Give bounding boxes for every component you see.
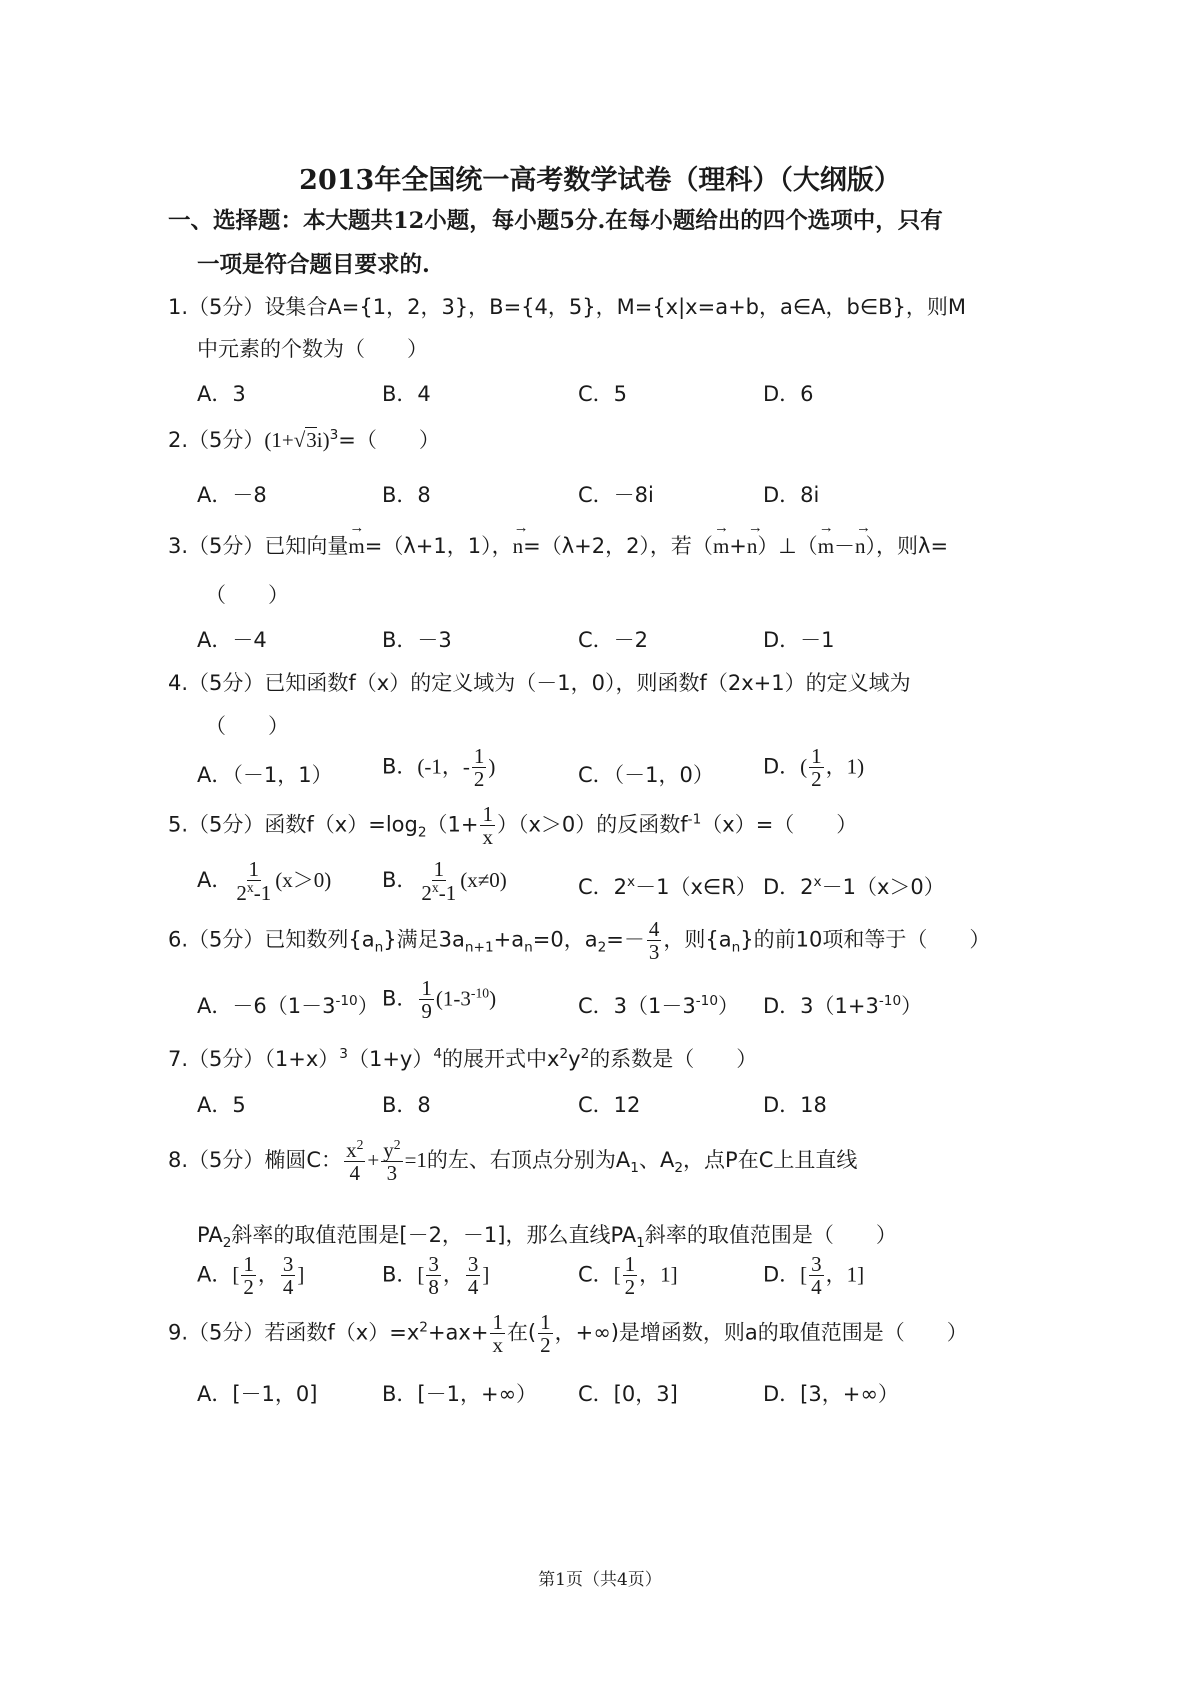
question-7-stem: 7.（5分）$(1+x)^3(1+y)^4$的展开式中$x^2y^2$的系数是（ ）	[168, 1046, 758, 1071]
question-1-line1: 1.（5分）设集合A={1，2，3}，B={4，5}，M={x|x=a+b，a∈A，b∈B}，则M	[168, 295, 967, 319]
question-5-option-b: B． $\frac{1}{2^x-1}$ (x≠0)	[382, 857, 507, 906]
question-1-option-d: D．6	[763, 382, 814, 406]
question-3-option-c: C．－2	[578, 628, 649, 652]
question-8-option-a: A．[ $\frac{1}{2}$ ， $\frac{3}{4}$ ]	[197, 1252, 305, 1300]
question-4-option-a: A．（－1，1）	[197, 763, 333, 787]
question-5-option-a: A． $\frac{1}{2^x-1}$ (x＞0)	[197, 857, 332, 906]
question-6-option-d: D．$3(1+3^{-10})$	[763, 993, 923, 1018]
question-6-option-a: A．$-6(1-3^{-10})$	[197, 993, 379, 1018]
page-title: 2013年全国统一高考数学试卷（理科）（大纲版）	[299, 165, 901, 196]
question-6-option-b: B． $\frac{1}{9}$ $(1-3^{-10})$	[382, 976, 497, 1024]
question-4-option-c: C．（－1，0）	[578, 763, 714, 787]
question-8-line1: 8.（5分）椭圆C： $\frac{x^2}{4}$ + $\frac{y^2}{3}$ =1的左、右顶点分别为$A_1$、$A_2$，点P在C上且直线	[168, 1137, 858, 1186]
question-4-option-d: D．( $\frac{1}{2}$ ，1)	[763, 744, 865, 792]
question-9-option-c: C．[0，3]	[578, 1382, 678, 1406]
question-7-option-a: A．5	[197, 1093, 246, 1117]
question-1-option-a: A．3	[197, 382, 246, 406]
question-8-option-b: B．[ $\frac{3}{8}$ ， $\frac{3}{4}$ ]	[382, 1252, 490, 1300]
question-9-stem: 9.（5分）若函数$f(x)=x^2+ax+$ $\frac{1}{x}$ 在( $\frac{1}{2}$ ，+∞)是增函数，则a的取值范围是（ ）	[168, 1310, 968, 1358]
question-8-option-c: C．[ $\frac{1}{2}$ ，1]	[578, 1252, 678, 1300]
question-5-stem: 5.（5分）函数$f(x)=\log_2(1+$ $\frac{1}{x}$ ）（x＞0）的反函数$f^{-1}(x)=$（ ）	[168, 802, 858, 850]
question-3-line2: （ ）	[205, 583, 289, 607]
question-5-option-c: C．$2^x-1(x\in R)$	[578, 874, 757, 899]
question-2-option-c: C．－8i	[578, 483, 654, 507]
question-7-option-d: D．18	[763, 1093, 827, 1117]
question-3-line1: 3.（5分）已知向量→ m=（λ+1，1），→ n=（λ+2，2），若（→ m+→ n）⊥（→ m－→ n），则λ=	[168, 530, 948, 560]
question-2-option-a: A．－8	[197, 483, 267, 507]
section-heading-line1: 一、选择题：本大题共12小题，每小题5分.在每小题给出的四个选项中，只有	[168, 208, 943, 234]
question-9-option-a: A．[－1，0]	[197, 1382, 318, 1406]
question-6-option-c: C．$3(1-3^{-10})$	[578, 993, 740, 1018]
question-8-line2: $PA_2$斜率的取值范围是[－2，－1]，那么直线$PA_1$斜率的取值范围是（ ）	[197, 1223, 897, 1252]
question-1-option-b: B．4	[382, 382, 431, 406]
question-2-expression: (1+√3i)	[264, 428, 330, 452]
question-7-option-b: B．8	[382, 1093, 431, 1117]
question-3-option-b: B．－3	[382, 628, 452, 652]
question-5-option-d: D．$2^x-1(x>0)$	[763, 874, 945, 899]
page-footer: 第1页（共4页）	[538, 1570, 662, 1590]
question-2-option-d: D．8i	[763, 483, 820, 507]
question-4-option-b: B．(-1，- $\frac{1}{2}$ )	[382, 744, 496, 792]
question-3-option-a: A．－4	[197, 628, 267, 652]
vector-n: → n	[513, 534, 524, 559]
vector-m: → m	[348, 534, 364, 559]
question-1-option-c: C．5	[578, 382, 628, 406]
question-9-option-d: D．[3，+∞）	[763, 1382, 899, 1406]
question-4-line2: （ ）	[205, 714, 289, 738]
question-7-option-c: C．12	[578, 1093, 641, 1117]
section-heading-line2: 一项是符合题目要求的.	[197, 252, 430, 278]
question-9-option-b: B．[－1，+∞）	[382, 1382, 538, 1406]
question-4-line1: 4.（5分）已知函数f（x）的定义域为（－1，0），则函数f（2x+1）的定义域为	[168, 671, 911, 695]
question-6-stem: 6.（5分）已知数列$\{a_n\}$满足$3a_{n+1}+a_n=0$，$a_2=-$ $\frac{4}{3}$ ，则$\{a_n\}$的前10项和等于（ ）	[168, 917, 991, 965]
question-2-stem: 2.（5分）$(1+√3i)^3=$（ ）	[168, 427, 440, 452]
question-8-option-d: D．[ $\frac{3}{4}$ ，1]	[763, 1252, 865, 1300]
question-2-option-b: B．8	[382, 483, 431, 507]
question-3-option-d: D．－1	[763, 628, 835, 652]
question-1-line2: 中元素的个数为（ ）	[197, 337, 428, 361]
